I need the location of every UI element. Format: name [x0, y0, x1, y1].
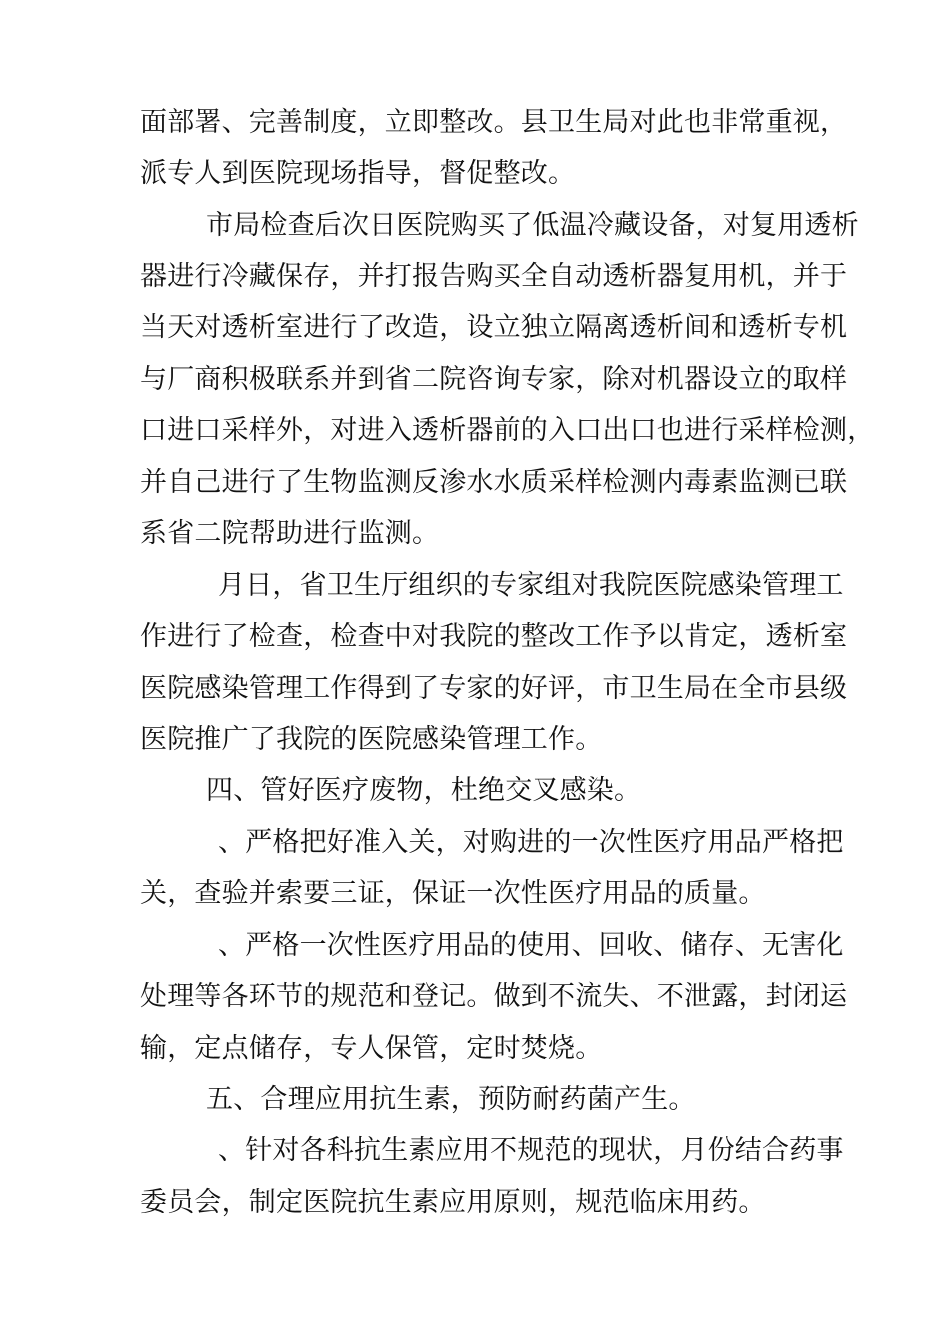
- section-heading: 四、管好医疗废物，杜绝交叉感染。: [206, 775, 642, 806]
- text-line: 、针对各科抗生素应用不规范的现状，月份结合药事: [218, 1135, 844, 1166]
- text-line: 医院感染管理工作得到了专家的好评，市卫生局在全市县级: [140, 673, 848, 704]
- text-line: 委员会，制定医院抗生素应用原则，规范临床用药。: [140, 1187, 766, 1218]
- text-line: 输，定点储存，专人保管，定时焚烧。: [140, 1033, 603, 1064]
- text-line: 口进口采样外，对进入透析器前的入口出口也进行采样检测，: [140, 415, 875, 446]
- text-line: 与厂商积极联系并到省二院咨询专家，除对机器设立的取样: [140, 364, 848, 395]
- text-line: 作进行了检查，检查中对我院的整改工作予以肯定，透析室: [140, 621, 848, 652]
- text-line: 并自己进行了生物监测反渗水水质采样检测内毒素监测已联: [140, 467, 848, 498]
- text-line: 当天对透析室进行了改造，设立独立隔离透析间和透析专机: [140, 312, 848, 343]
- text-line: 面部署、完善制度，立即整改。县卫生局对此也非常重视，: [140, 107, 848, 138]
- text-line: 月日，省卫生厅组织的专家组对我院医院感染管理工: [218, 570, 844, 601]
- text-line: 派专人到医院现场指导，督促整改。: [140, 158, 576, 189]
- text-line: 处理等各环节的规范和登记。做到不流失、不泄露，封闭运: [140, 981, 848, 1012]
- text-line: 器进行冷藏保存，并打报告购买全自动透析器复用机，并于: [140, 261, 848, 292]
- text-line: 关，查验并索要三证，保证一次性医疗用品的质量。: [140, 878, 766, 909]
- text-line: 、严格一次性医疗用品的使用、回收、储存、无害化: [218, 930, 844, 961]
- text-line: 医院推广了我院的医院感染管理工作。: [140, 724, 603, 755]
- section-heading: 五、合理应用抗生素，预防耐药菌产生。: [206, 1084, 696, 1115]
- text-line: 系省二院帮助进行监测。: [140, 518, 440, 549]
- text-line: 、严格把好准入关，对购进的一次性医疗用品严格把: [218, 827, 844, 858]
- text-line: 市局检查后次日医院购买了低温冷藏设备，对复用透析: [206, 210, 859, 241]
